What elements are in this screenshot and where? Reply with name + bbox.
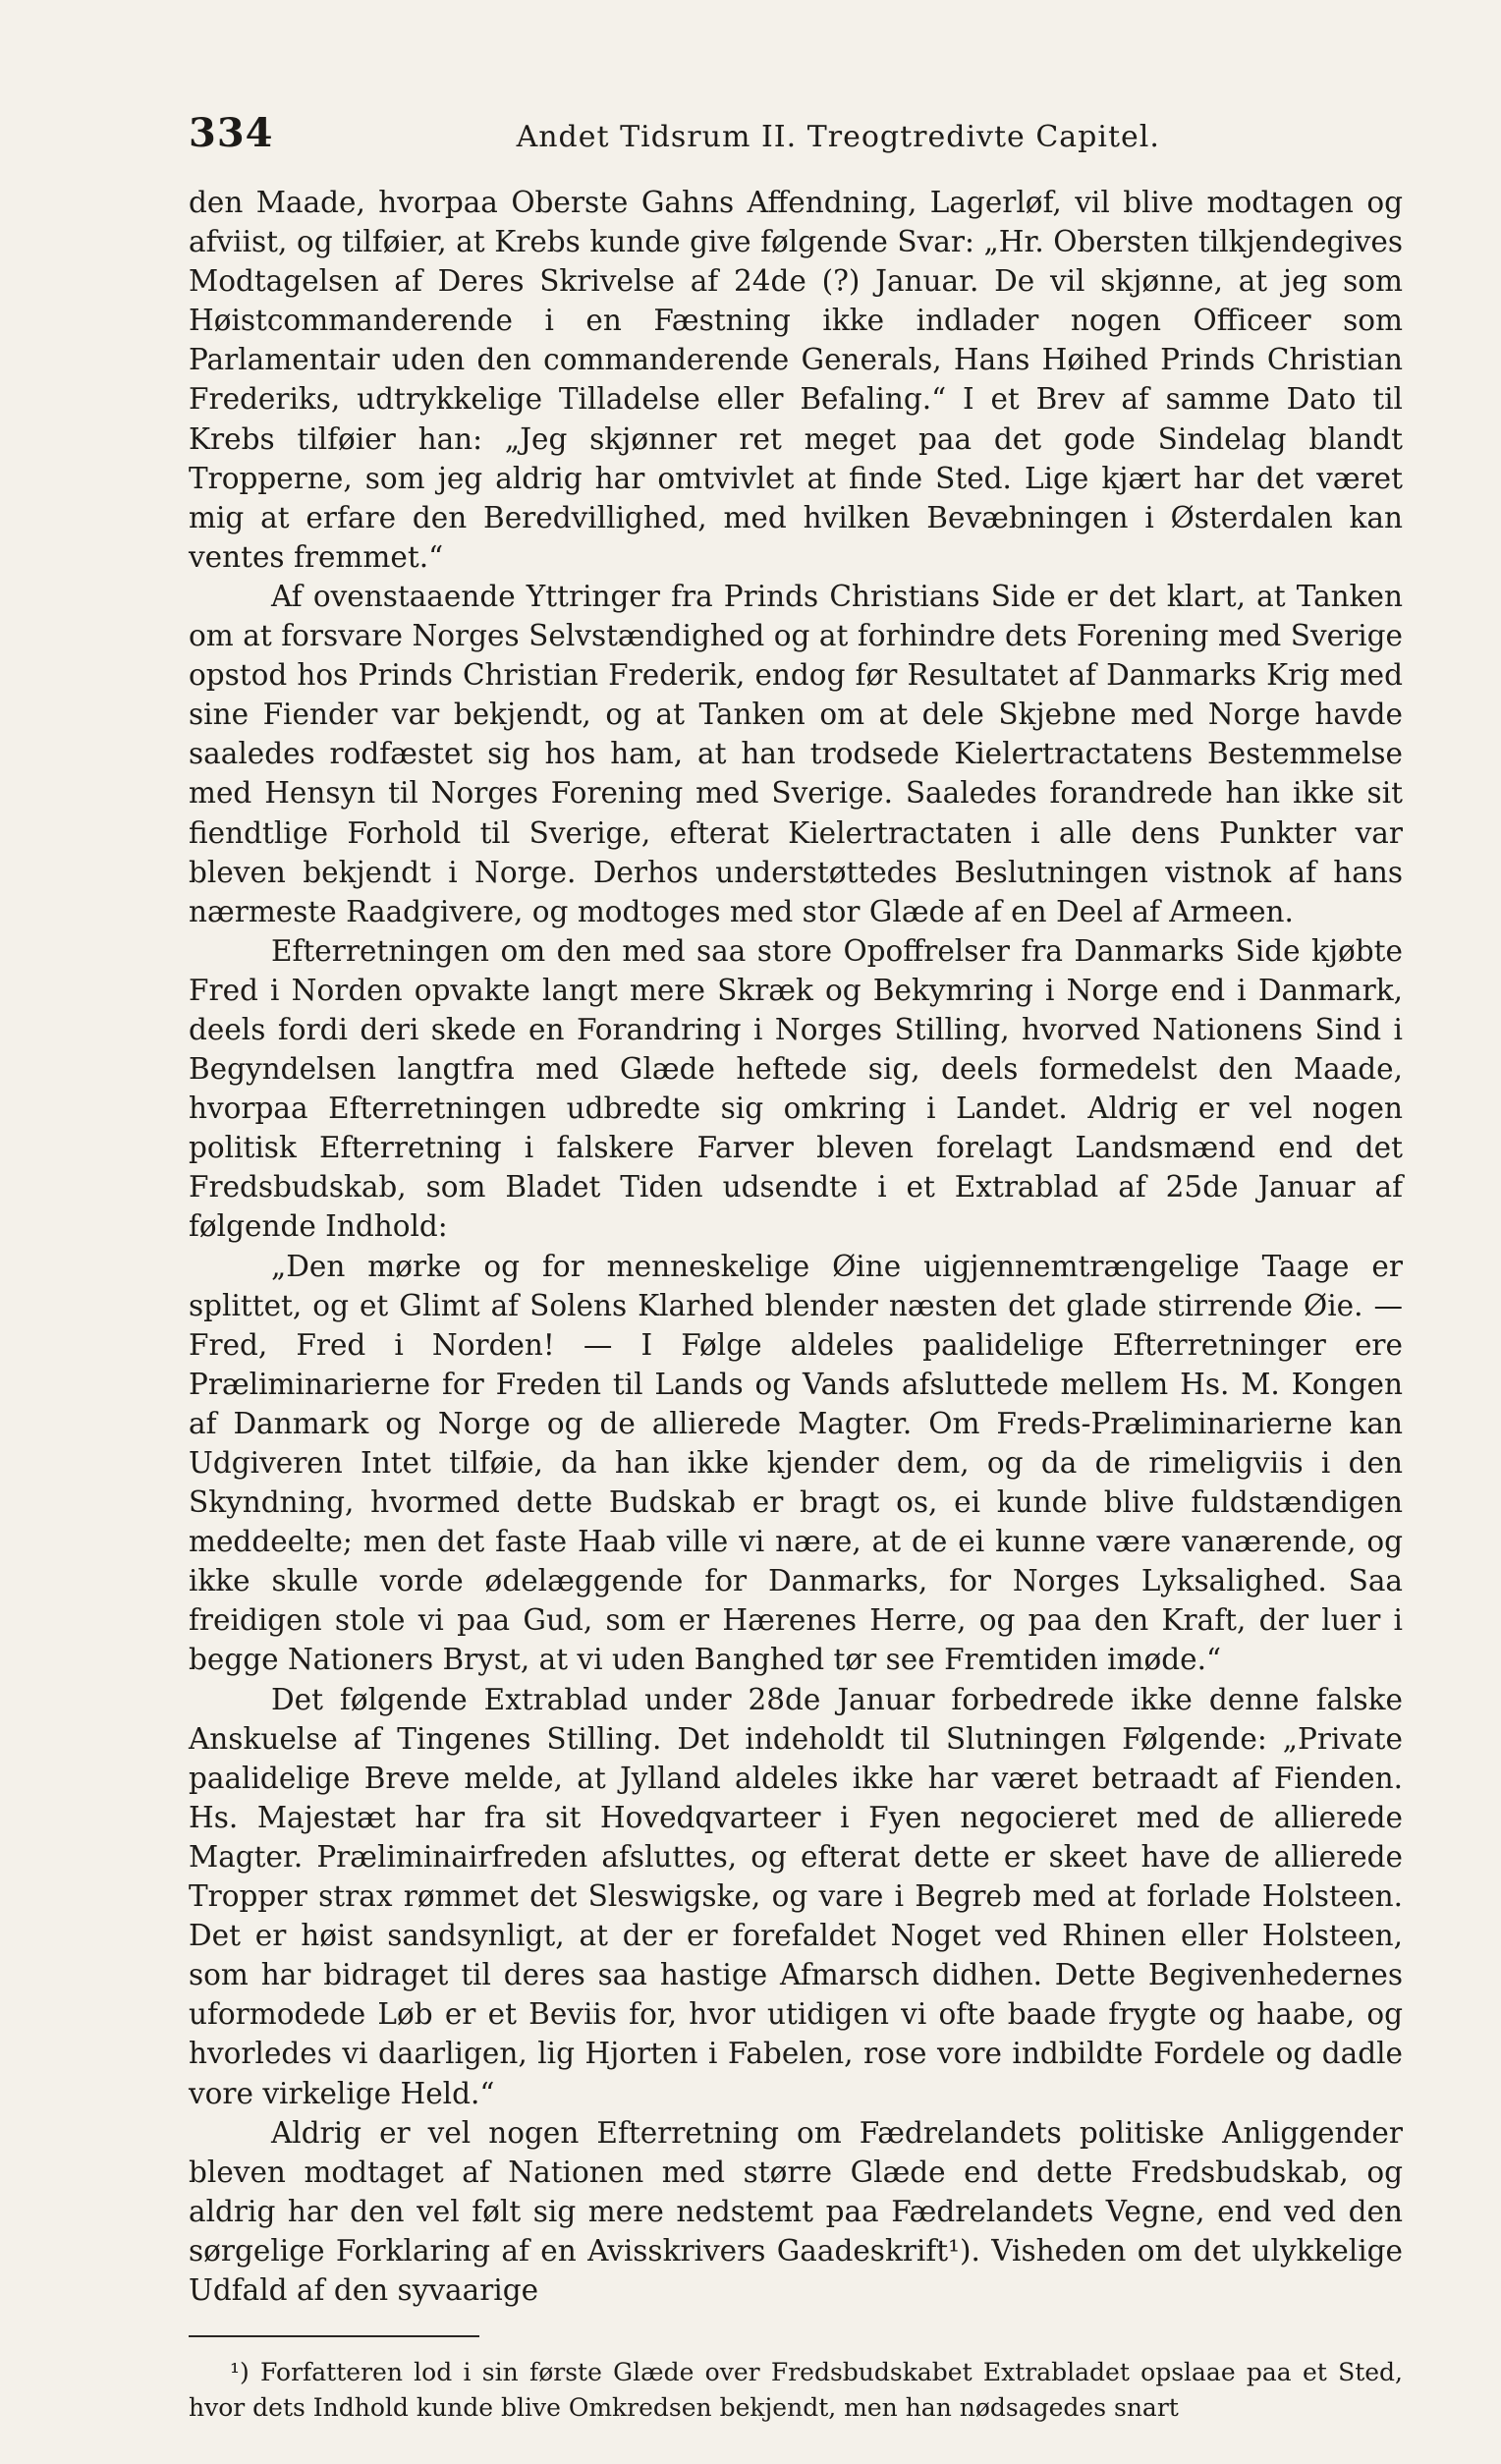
running-title: Andet Tidsrum II. Treogtredivte Capitel. — [516, 120, 1160, 154]
footnote: ¹) Forfatteren lod i sin første Glæde over Fredsbudskabet Extrabladet opslaae paa et Sted, hvor dets Indhold kunde blive Omkredsen bekjendt, men han nødsagedes snart — [189, 2358, 1403, 2423]
page-header — [189, 110, 1403, 156]
paragraph: Efterretningen om den med saa store Opoffrelser fra Danmarks Side kjøbte Fred i Norden opvakte langt mere Skræk og Bekymring i Norge end i Danmark, deels fordi deri skede en Forandring i Norges Stilling, hvorved Nationens Sind i Begyndelsen langtfra med Glæde heftede sig, deels formedelst den Maade, hvorpaa Efterretningen udbredte sig omkring i Landet. Aldrig er vel nogen politisk Efterretning i falskere Farver bleven forelagt Landsmænd end det Fredsbudskab, som Bladet Tiden udsendte i et Extrablad af 25de Januar af følgende Indhold: — [189, 933, 1403, 1244]
paragraph: Af ovenstaaende Yttringer fra Prinds Christians Side er det klart, at Tanken om at forsvare Norges Selvstændighed og at forhindre dets Forening med Sverige opstod hos Prinds Christian Frederik, endog før Resultatet af Danmarks Krig med sine Fiender var bekjendt, og at Tanken om at dele Skjebne med Norge havde saaledes rodfæstet sig hos ham, at han trodsede Kielertractatens Bestemmelse med Hensyn til Norges Forening med Sverige. Saaledes forandrede han ikke sit fiendtlige Forhold til Sverige, efterat Kielertractaten i alle dens Punkter var bleven bekjendt i Norge. Derhos understøttedes Beslutningen vistnok af hans nærmeste Raadgivere, og modtoges med stor Glæde af en Deel af Armeen. — [189, 579, 1403, 928]
paragraph: Det følgende Extrablad under 28de Januar forbedrede ikke denne falske Anskuelse af Tingenes Stilling. Det indeholdt til Slutningen Følgende: „Private paalidelige Breve melde, at Jylland aldeles ikke har været betraadt af Fienden. Hs. Majestæt har fra sit Hovedqvarteer i Fyen negocieret med de allierede Magter. Præliminairfreden afsluttes, og efterat dette er skeet have de allierede Tropper strax rømmet det Sleswigske, og vare i Begreb med at forlade Holsteen. Det er høist sandsynligt, at der er forefaldet Noget ved Rhinen eller Holsteen, som har bidraget til deres saa hastige Afmarsch didhen. Dette Begivenhedernes uformodede Løb er et Beviis for, hvor utidigen vi ofte baade frygte og haabe, og hvorledes vi daarligen, lig Hjorten i Fabelen, rose vore indbildte Fordele og dadle vore virkelige Held.“ — [189, 1682, 1403, 2110]
paragraph: den Maade, hvorpaa Oberste Gahns Affendning, Lagerløf, vil blive modtagen og afviist, og tilføier, at Krebs kunde give følgende Svar: „Hr. Obersten tilkjendegives Modtagelsen af Deres Skrivelse af 24de (?) Januar. De vil skjønne, at jeg som Høistcommanderende i en Fæstning ikke indlader nogen Officeer som Parlamentair uden den commanderende Generals, Hans Høihed Prinds Christian Frederiks, udtrykkelige Tilladelse eller Befaling.“ I et Brev af samme Dato til Krebs tilføier han: „Jeg skjønner ret meget paa det gode Sindelag blandt Tropperne, som jeg aldrig har omtvivlet at finde Sted. Lige kjært har det været mig at erfare den Beredvillighed, med hvilken Bevæbningen i Østerdalen kan ventes fremmet.“ — [189, 186, 1403, 574]
footnote-divider — [189, 2335, 479, 2337]
body-text — [189, 183, 1403, 2310]
paragraph: Aldrig er vel nogen Efterretning om Fædrelandets politiske Anliggender bleven modtaget af Nationen med større Glæde end dette Fredsbudskab, og aldrig har den vel følt sig mere nedstemt paa Fædrelandets Vegne, end ved den sørgelige Forklaring af en Avisskrivers Gaadeskrift¹). Visheden om det ulykkelige Udfald af den syvaarige — [189, 2115, 1403, 2307]
quoted-paragraph: „Den mørke og for menneskelige Øine uigjennemtrængelige Taage er splittet, og et Glimt af Solens Klarhed blender næsten det glade stirrende Øie. — Fred, Fred i Norden! — I Følge aldeles paalidelige Efterretninger ere Præliminarierne for Freden til Lands og Vands afsluttede mellem Hs. M. Kongen af Danmark og Norge og de allierede Magter. Om Freds-Præliminarierne kan Udgiveren Intet tilføie, da han ikke kjender dem, og da de rimeligviis i den Skyndning, hvormed dette Budskab er bragt os, ei kunde blive fuldstændigen meddeelte; men det faste Haab ville vi nære, at de ei kunne være vanærende, og ikke skulle vorde ødelæggende for Danmarks, for Norges Lyksalighed. Saa freidigen stole vi paa Gud, som er Hærenes Herre, og paa den Kraft, der luer i begge Nationers Bryst, at vi uden Banghed tør see Fremtiden imøde.“ — [189, 1249, 1403, 1677]
page-number: 334 — [189, 110, 274, 156]
